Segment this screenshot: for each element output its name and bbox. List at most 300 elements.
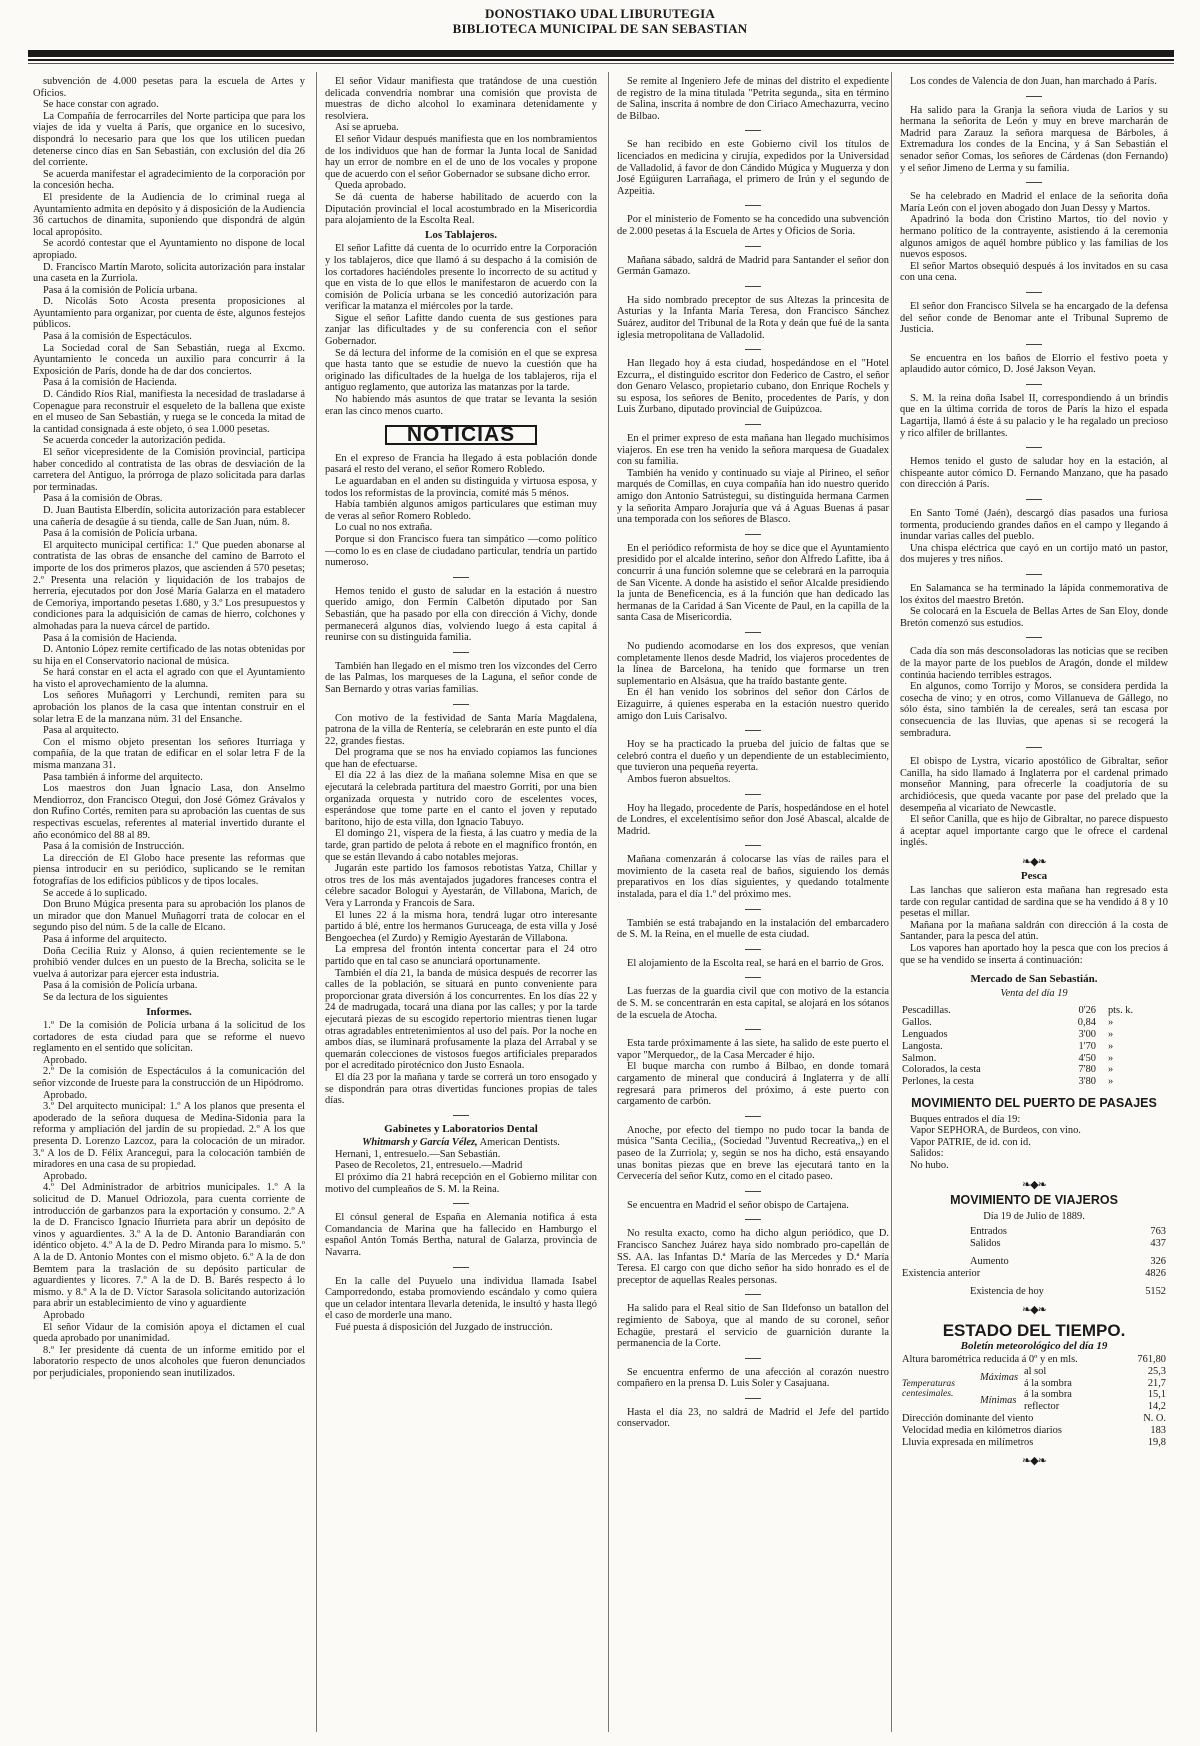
dental-ad-address-1: Hernani, 1, entresuelo.—San Sebastián. <box>335 1148 501 1160</box>
news-item <box>900 646 1168 739</box>
paragraph: Se dá lectura del informe de la comisión en el que se expresa que hasta tanto que se estudie de nuevo la cuestión que ha originado las dificultades de la huelga de los tablajeros, rija el antiguo reglamento, que autoriza las matanzas por la tarde. <box>325 347 597 394</box>
separator <box>1026 447 1042 448</box>
paragraph: Se encuentra enfermo de una afección al corazón nuestro compañero en la prensa D. Luis Soler y Casajuana. <box>617 1366 889 1390</box>
mercado-row <box>900 1064 1168 1076</box>
news-item <box>325 586 597 644</box>
tiempo-row <box>900 1354 1168 1366</box>
tiempo-value: 15,1 <box>1147 1389 1166 1401</box>
tiempo-value: N. O. <box>1143 1413 1166 1425</box>
dental-ad-address-2: Paseo de Recoletos, 21, entresuelo.—Madrid <box>335 1160 523 1172</box>
paragraph: Se remite al Ingeniero Jefe de minas del distrito el expediente de registro de la mina titulada "Petrita segunda,, sita en término de Salina, inscrita á nombre de don Ciriaco Amechazurra, vecino de Bilbao. <box>617 76 889 122</box>
tiempo-table <box>900 1354 1168 1448</box>
news-item <box>900 456 1168 491</box>
paragraph: 3.º Del arquitecto municipal: 1.º A los planos que presenta el apoderado de la señora duquesa de Medina-Sidonia para la reforma y ampliación del jardín de su propiedad. 2.º A los que presenta D. Lorenzo Lazcoz, para la colocación de un mirador. 3.º A los de D. Félix Arancegui, para la colocación también de miradores en una casa de su propiedad. <box>33 1101 305 1171</box>
news-item <box>900 76 1168 88</box>
mercado-item: Perlones, la cesta <box>902 1076 974 1088</box>
paragraph: D. Juan Bautista Elberdín, solicita autorización para establecer una cañería de desagüe á su tienda, calle de San Juan, núm. 8. <box>33 504 305 528</box>
tiempo-row <box>900 1413 1168 1425</box>
column-2 <box>325 76 597 1726</box>
paragraph: No habiendo más asuntos de que tratar se levanta la sesión eran las cinco menos cuarto. <box>325 394 597 417</box>
paragraph: subvención de 4.000 pesetas para la escuela de Artes y Oficios. <box>33 76 305 99</box>
paragraph: Hasta el día 23, no saldrá de Madrid el Jefe del partido conservador. <box>617 1406 889 1430</box>
news-item <box>617 958 889 970</box>
news-item <box>325 713 597 1107</box>
paragraph: Se acuerda conceder la autorización pedida. <box>43 435 226 447</box>
news-item <box>900 301 1168 336</box>
viajeros-label: Existencia anterior <box>902 1267 981 1279</box>
paragraph: Porque si don Francisco fuera tan simpático —como político—como lo es en clase de ciudadano particular, tendría un partido numeroso. <box>325 533 597 569</box>
paragraph: El señor Canilla, que es hijo de Gibraltar, no parece dispuesto á aceptar aquel importante cargo que le ofrece el cardenal inglés. <box>900 814 1168 849</box>
paragraph: El lunes 22 á la misma hora, tendrá lugar otro interesante partido á blé, entre los hermanos Guruceaga, de esta villa y José Bengoechea (el Zurdo) y Remigio Ayestarán de Villabona. <box>325 909 597 944</box>
tiempo-row <box>900 1425 1168 1437</box>
mercado-row <box>900 1053 1168 1065</box>
mercado-item: Colorados, la cesta <box>902 1064 981 1076</box>
mercado-price: 3'80 <box>1078 1076 1096 1088</box>
separator <box>745 286 761 287</box>
ornament: ❧◆❧ <box>1022 855 1046 868</box>
council-minutes <box>33 76 305 1004</box>
ornament: ❧◆❧ <box>1022 1178 1046 1191</box>
noticias-items-2 <box>325 1172 597 1334</box>
separator <box>745 1219 761 1220</box>
paragraph: Del programa que se nos ha enviado copiamos las funciones que han de efectuarse. <box>325 747 597 770</box>
mercado-row <box>900 1029 1168 1041</box>
separator <box>745 1191 761 1192</box>
separator <box>1026 499 1042 500</box>
paragraph: En Salamanca se ha terminado la lápida conmemorativa de los éxitos del maestro Bretón. <box>900 583 1168 606</box>
paragraph: Con motivo de la festividad de Santa María Magdalena, patrona de la villa de Rentería, se celebrarán en este punto el día 22, grandes fiestas. <box>325 712 597 747</box>
separator <box>745 1294 761 1295</box>
tiempo-label: á la sombra <box>1024 1377 1072 1389</box>
paragraph: Pasa á la comisión de Espectáculos. <box>43 331 192 343</box>
paragraph: Hoy ha llegado, procedente de París, hospedándose en el hotel de Londres, el excelentísimo señor don José Abascal, alcalde de Madrid. <box>617 802 889 837</box>
paragraph: Pasa á la comisión de Policía urbana. <box>43 980 198 992</box>
paragraph: Se acuerda manifestar el agradecimiento de la corporación por la concesión hecha. <box>33 168 305 192</box>
separator <box>745 130 761 131</box>
paragraph: En el periódico reformista de hoy se dice que el Ayuntamiento presidido por el alcalde interino, señor don Alfredo Lafitte, iba á concurrir á una función solemne que se celebrará en la parroquia de San Vicente. A donde ha asistido el señor Alcalde presidiendo la junta de Beneficencia, es á la función que han dedicado las hermanas de la Caridad á San Vicente de Paul, en la capilla de la santa Casa de Misericordia. <box>617 542 889 624</box>
news-item <box>900 105 1168 175</box>
tiempo-subtitle: Boletín meteorológico del día 19 <box>960 1339 1108 1352</box>
paragraph: 4.º Del Administrador de arbitrios municipales. 1.º A la solicitud de D. Manuel Odriozola, para cuenta corriente de introducción de garbanzos para la exportación y consumo. 2.º A la de D. Francisco Ignacio Iñurrieta para abrir un depósito de vinos y aguardientes. 3.º A la de D. Antonio Barandiarán con idéntico objeto. 4.º A la de D. Pedro Miranda para lo mismo. 5.º A la de D. Antonio Montes con el mismo objeto. 6.º A la de don Bemtem para la traslación de su depósito particular de aguardientes y licores. 7.º A la de D. B. Barés respecto á lo mismo. y 8.º A la de D. Víctor Sarasola solicitando autorización para abrir un establecimiento de vino y aguardiente <box>33 1182 305 1310</box>
separator <box>745 794 761 795</box>
viajeros-value: 437 <box>1150 1238 1166 1250</box>
paragraph: Apadrinó la boda don Cristino Martos, tío del novio y hermano político de la contrayente, asistiendo á la ceremonia algunos amigos de aquél hombre público y las familias de los nuevos esposos. <box>900 214 1168 261</box>
viajeros-row <box>900 1253 1168 1268</box>
column-divider <box>891 72 892 1732</box>
mercado-unit: » <box>1107 1052 1114 1064</box>
mercado-unit: » <box>1107 1017 1114 1029</box>
paragraph: Pasa al arquitecto. <box>43 725 119 737</box>
tiempo-value: 19,8 <box>1147 1436 1166 1448</box>
paragraph: El obispo de Lystra, vicario apostólico de Gibraltar, señor Canilla, ha sido llamado á Inglaterra por el cardenal primado monseñor Manning, para ofrecerle la coadjutoría de su archidiócesis, que queda vacante por pase del prelado que la desempeña al vicariato de Newcastle. <box>900 756 1168 814</box>
paragraph: Hemos tenido el gusto de saludar hoy en la estación, al chispeante autor cómico D. Fernando Manzano, que ha pasado con dirección á París. <box>900 456 1168 491</box>
paragraph: Se encuentra en Madrid el señor obispo de Cartajena. <box>627 1199 849 1211</box>
paragraph: D. Nicolás Soto Acosta presenta proposiciones al Ayuntamiento para organizar, por cuenta de éste, algunos festejos públicos. <box>33 296 305 331</box>
tiempo-row <box>900 1437 1168 1449</box>
paragraph: Pasa á la comisión de Hacienda. <box>43 632 177 644</box>
pesca-text <box>900 885 1168 966</box>
dental-ad-title: Gabinetes y Laboratorios Dental <box>384 1122 538 1135</box>
paragraph: También el día 21, la banda de música después de recorrer las calles de la población, se situará en punto conveniente para proporcionar grata diversión á los concurrentes. En los días 22 y 24 de madrugada, tocará una diana por las calles; y por la tarde ejecutará piezas de su escogido repertorio mientras tienen lugar otras agradables entretenimientos al uso del país. Por la noche en ambos días, se iluminará profusamente la plaza del Arrabal y se quemarán colecciones de vistosos fuegos artificiales preparados por el acreditado pirotécnico don Justo Esnaola. <box>325 967 597 1072</box>
separator <box>745 949 761 950</box>
puerto-line: Buques entrados el día 19: <box>910 1113 1021 1125</box>
paragraph: Se dá cuenta de haberse habilitado de acuerdo con la Diputación provincial el local acostumbrado en la Misericordia para alojamiento de la Escolta Real. <box>325 191 597 227</box>
paragraph: Mañana por la mañana saldrán con dirección á la costa de Santander, para la pesca del atún. <box>900 919 1168 943</box>
paragraph: El señor Vidaur de la comisión apoya el dictamen el cual queda aprobado por unanimidad. <box>33 1321 305 1345</box>
paragraph: El cónsul general de España en Alemania notifica á esta Comandancia de Marina que ha fallecido en Hamburgo el español Antón Tomás Bertha, natural de Galarza, provincia de Navarra. <box>325 1212 597 1259</box>
paragraph: El señor Lafitte dá cuenta de lo ocurrido entre la Corporación y los tablajeros, dice que llamó á su despacho á la comisión de los cortadores haciéndoles presente lo incorrecto de su actitud y que en vista de lo que ellos le manifestaron de acuerdo con la comisión de Policía urbana se les concedió autorización para verificar la matanza el miércoles por la tarde. <box>325 243 597 313</box>
paragraph: D. Antonio López remite certificado de las notas obtenidas por su hija en el Conservatorio nacional de música. <box>33 644 305 667</box>
paragraph: Los vapores han aportado hoy la pesca que con los precios á que se ha vendido se inserta á continuación: <box>900 943 1168 966</box>
puerto-line: No hubo. <box>910 1159 949 1171</box>
separator <box>1026 637 1042 638</box>
paragraph: Los maestros don Juan Ignacio Lasa, don Anselmo Mendiorroz, don Francisco Otegui, don José Gómez Grávalos y don Rufino Cortés, remiten para su aprobación las cuentas de sus respectivas escuelas, referentes al material invertido durante el año económico del 88 al 89. <box>33 783 305 841</box>
paragraph: Sigue el señor Lafitte dando cuenta de sus gestiones para zanjar las dificultades y de su conferencia con el señor Gobernador. <box>325 312 597 348</box>
separator <box>1026 384 1042 385</box>
paragraph: Se hará constar en el acta el agrado con que el Ayuntamiento ha visto el aprovechamiento de la alumna. <box>33 667 305 690</box>
paragraph: Esta tarde próximamente á las siete, ha salido de este puerto el vapor "Merquedor,, de la Casa Mercader é hijo. <box>617 1038 889 1061</box>
tiempo-label: á la sombra <box>1024 1389 1072 1401</box>
news-item <box>325 661 597 696</box>
viajeros-table <box>900 1226 1168 1297</box>
mercado-table <box>900 1005 1168 1088</box>
paragraph: Hemos tenido el gusto de saludar en la estación á nuestro querido amigo, don Fermín Calbetón diputado por San Sebastián, que ha pasado por ella con dirección á Vichy, donde permanecerá algunos días, volviendo luego á esta capital á reunirse con su distinguida familia. <box>325 585 597 644</box>
tiempo-value: 761,80 <box>1137 1354 1166 1366</box>
paragraph: El buque marcha con rumbo á Bilbao, en donde tomará cargamento de mineral que conducirá á Inglaterra y de allí regresará para primeros del próximo, á este puerto con cargamento de carbón. <box>617 1061 889 1108</box>
news-item <box>617 1303 889 1349</box>
separator <box>745 1029 761 1030</box>
tiempo-label: Lluvia expresada en milímetros <box>902 1436 1034 1448</box>
archive-header <box>0 6 1200 36</box>
paragraph: Pasa á informe del arquitecto. <box>43 933 167 945</box>
dental-ad <box>325 1124 597 1172</box>
separator <box>745 909 761 910</box>
paragraph: Una chispa eléctrica que cayó en un cortijo mató un pastor, dos mujeres y tres niños. <box>900 542 1168 566</box>
news-item <box>617 1228 889 1286</box>
mercado-price: 3'00 <box>1078 1029 1096 1040</box>
noticias-banner <box>325 425 597 445</box>
paragraph: El domingo 21, víspera de la fiesta, á las cuatro y media de la tarde, gran partido de pelota á rebote en el magnífico frontón, en que se están llevando á cabo notables mejoras. <box>325 828 597 863</box>
column-1 <box>33 76 305 1726</box>
news-item <box>617 1125 889 1183</box>
paragraph: El señor Vidaur después manifiesta que en los nombramientos de los individuos que han de formar la Junta local de Sanidad hay un error de nombre en el de uno de los vocales y propone que de acuerdo con el señor Gobernador se subsane dicho error. <box>325 133 597 180</box>
paragraph: 8.º Ier presidente dá cuenta de un informe emitido por el laboratorio respecto de unos alcoholes que fueron denunciados por perjudiciales, proponiendo sean inutilizados. <box>33 1344 305 1379</box>
separator <box>745 1398 761 1399</box>
puerto-text <box>900 1114 1168 1172</box>
paragraph: Las fuerzas de la guardia civil que con motivo de la estancia de S. M. se concentrarán en esta capital, se alojará en los sótanos de la escuela de Atocha. <box>617 986 889 1021</box>
paragraph: Los condes de Valencia de don Juan, han marchado á París. <box>910 76 1157 87</box>
tiempo-label: Velocidad media en kilómetros diarios <box>902 1424 1062 1436</box>
masthead-rule <box>28 50 1174 57</box>
paragraph: Fué puesta á disposición del Juzgado de instrucción. <box>335 1322 553 1333</box>
paragraph: Cada día son más desconsoladoras las noticias que se reciben de la mayor parte de los pueblos de Aragón, donde el mildew continúa haciendo terribles estragos. <box>900 646 1168 681</box>
puerto-line: Vapor PATRIE, de id. con id. <box>910 1136 1031 1148</box>
paragraph: También ha venido y continuado su viaje al Pirineo, el señor marqués de Comillas, en cuya compañía han ido nuestro querido amigo don Antonio Satrústegui, su distinguida hermana Carmen y la señorita Amparo Jorajuría que vá á Aguas Buenas á pasar una temporada con los señores de Blasco. <box>617 467 889 526</box>
paragraph: Aprobado. <box>43 1170 88 1182</box>
news-item <box>617 214 889 237</box>
noticias-title: NOTICIAS <box>385 425 537 445</box>
paragraph: En el expreso de Francia ha llegado á esta población donde pasará el resto del verano, el señor Romero Robledo. <box>325 452 597 476</box>
tiempo-value: 183 <box>1150 1424 1166 1436</box>
paragraph: El próximo día 21 habrá recepción en el Gobierno militar con motivo del cumpleaños de S. M. la Reina. <box>325 1172 597 1195</box>
paragraph: Pasa también á informe del arquitecto. <box>43 771 203 783</box>
paragraph: La Compañía de ferrocarriles del Norte participa que para los viajes de ida y vuelta á París, que organice en lo sucesivo, dispondrá lo necesario para que los que los utilicen puedan detenerse cinco días en San Sebastián, con exclusión del día 26 del corriente. <box>33 110 305 169</box>
temperature-label: Temperaturas centesimales. <box>902 1377 955 1400</box>
news-item <box>617 255 889 278</box>
news-item <box>900 756 1168 849</box>
column-divider <box>608 72 609 1732</box>
mercado-item: Salmon. <box>902 1052 937 1064</box>
news-item <box>900 583 1168 629</box>
paragraph: En el primer expreso de esta mañana han llegado muchísimos viajeros. En ese tren ha venido la señora marquesa de Guadalex con su familia. <box>617 433 889 468</box>
news-item <box>617 433 889 526</box>
news-item <box>617 358 889 416</box>
puerto-line: Salidos: <box>910 1148 944 1160</box>
paragraph: El señor Martos obsequió después á los invitados en su casa con una cena. <box>900 260 1168 284</box>
mercado-row <box>900 1041 1168 1053</box>
paragraph: Don Bruno Múgica presenta para su aprobación los planos de un mirador que don Manuel Muñagorri trata de colocar en el segundo piso del núm. 5 de la calle de Elcano. <box>33 899 305 934</box>
separator <box>1026 292 1042 293</box>
separator <box>1026 344 1042 345</box>
separator <box>1026 574 1042 575</box>
paragraph: El alojamiento de la Escolta real, se hará en el barrio de Gros. <box>627 957 884 969</box>
paragraph: Pasa á la comisión de Instrucción. <box>43 841 185 853</box>
noticias-items-3 <box>617 76 889 1430</box>
paragraph: Ha salido para la Granja la señora viuda de Larios y su hermana la señorita de León y muy en breve marcharán de Madrid para Zarauz la señora marquesa de Bárboles, á Extremadura los condes de la Encina, y á San Sebastián el senador señor Comas, los señores de Cárdenas (don Fernando) y el señor Jimeno de Lerma y su familia. <box>900 104 1168 174</box>
mercado-unit: » <box>1107 1029 1114 1040</box>
news-item <box>900 508 1168 566</box>
tiempo-value: 25,3 <box>1147 1365 1166 1377</box>
paragraph: No pudiendo acomodarse en los dos expresos, que venían completamente llenos desde Madrid, los viajeros procedentes de la línea de Barcelona, ha tenido que formarse un tren suplementario en Alsásua, que ha traído bastante gente. <box>617 640 889 687</box>
paragraph: Queda aprobado. <box>335 180 406 192</box>
paragraph: La Sociedad coral de San Sebastián, ruega al Excmo. Ayuntamiento le conceda un auxilio para concurrir á la Exposición de París, donde ha de dar dos conciertos. <box>33 342 305 377</box>
tiempo-value: 14,2 <box>1147 1401 1166 1413</box>
paragraph: El señor vicepresidente de la Comisión provincial, participa haber concedido al contratista de las obras de desviación de la carretera del Antiguo, la prórroga de plazo solicitada para darlas por terminadas. <box>33 447 305 493</box>
tiempo-row <box>900 1366 1168 1378</box>
paragraph: Con el mismo objeto presentan los señores Iturriaga y compañía, de la que tratan de edificar en el solar letra F de la misma manzana 31. <box>33 736 305 772</box>
paragraph: Mañana sábado, saldrá de Madrid para Santander el señor don Germán Gamazo. <box>617 254 889 278</box>
mercado-unit: » <box>1107 1076 1114 1088</box>
mercado-row <box>900 1076 1168 1088</box>
paragraph: En Santo Tomé (Jaén), descargó días pasados una furiosa tormenta, produciendo grandes daños en el campo y llegando á inundar varias calles del pueblo. <box>900 508 1168 543</box>
paragraph: Aprobado. <box>43 1054 88 1066</box>
paragraph: Hoy se ha practicado la prueba del juicio de faltas que se celebró contra el dueño y un dependiente de un establecimiento, que tuvieron una pequeña reyerta. <box>617 739 889 774</box>
news-item <box>617 1038 889 1108</box>
separator <box>453 704 469 705</box>
separator <box>745 632 761 633</box>
paragraph: S. M. la reina doña Isabel II, correspondiendo á un brindis que en la última corrida de toros de París la hizo el espada Lagartija, llamó á éste á su palacio y le ha regalado un precioso y rico alfiler de brillantes. <box>900 392 1168 439</box>
separator <box>745 977 761 978</box>
separator <box>453 652 469 653</box>
paragraph: Pasa á la comisión de Policía urbana. <box>43 284 198 296</box>
paragraph: Las lanchas que salieron esta mañana han regresado esta tarde con regular cantidad de sardina que se ha vendido á 8 y 10 pesetas el millar. <box>900 885 1168 920</box>
separator <box>745 205 761 206</box>
column-divider <box>316 72 317 1732</box>
puerto-line: Vapor SEPHORA, de Burdeos, con vino. <box>910 1125 1081 1137</box>
news-item <box>617 1407 889 1430</box>
noticias-items <box>325 453 597 1107</box>
paragraph: Se colocará en la Escuela de Bellas Artes de San Eloy, donde Bretón comenzó sus estudios. <box>900 606 1168 629</box>
news-item <box>617 1200 889 1212</box>
separator <box>745 349 761 350</box>
news-item <box>900 393 1168 439</box>
news-item <box>617 803 889 838</box>
paragraph: 2.º De la comisión de Espectáculos á la comunicación del señor vizconde de Irueste para la construcción de un Hipódromo. <box>33 1066 305 1090</box>
viajeros-value: 4826 <box>1145 1267 1166 1279</box>
tiempo-label: Altura barométrica reducida á 0º y en mls. <box>902 1354 1078 1366</box>
paragraph: Pasa á la comisión de Hacienda. <box>43 377 177 389</box>
news-item <box>900 353 1168 376</box>
paragraph: Ha salido para el Real sitio de San Ildefonso un batallon del regimiento de Saboya, que al mando de su coronel, señor Echagüe, prestará el servicio de guarnición durante la permanencia de la Corte. <box>617 1303 889 1350</box>
tiempo-label: al sol <box>1024 1365 1047 1377</box>
news-item <box>617 854 889 900</box>
news-item <box>617 295 889 341</box>
separator <box>453 577 469 578</box>
paragraph: Anoche, por efecto del tiempo no pudo tocar la banda de música "Santa Cecilia,, (Sociedad "Juventud Recreativa,,) en el paseo de la Zurriola; y, según se nos ha dicho, está ensayando unas bonitas piezas que en breve las ejecutará tanto en la Cervecería del señor Kutz, como en el citado paseo. <box>617 1124 889 1183</box>
paragraph: No resulta exacto, como ha dicho algun periódico, que D. Francisco Sanchez Juárez haya sido nombrado pro-capellán de SS. AA. las Infantas D.ª María de las Mercedes y D.ª María Teresa. El cargo con que dicho señor ha sido honrado es el de preceptor de aquellas Reales personas. <box>617 1228 889 1286</box>
masthead-rule-thin <box>28 59 1174 61</box>
min-label: Mínimas <box>980 1395 1017 1407</box>
paragraph: 1.º De la comisión de Policía urbana á la solicitud de los cortadores de esta ciudad para que se reforme el nuevo reglamento en el sentido que solicitan. <box>33 1020 305 1055</box>
mercado-subtitle: Venta del día 19 <box>1000 987 1068 999</box>
mercado-item: Gallos. <box>902 1017 932 1029</box>
paragraph: Se da lectura de los siguientes <box>43 991 168 1003</box>
paragraph: Por el ministerio de Fomento se ha concedido una subvención de 2.000 pesetas á la Escuela de Artes y Oficios de Soria. <box>617 214 889 237</box>
mercado-price: 4'50 <box>1078 1052 1096 1064</box>
paragraph: Los señores Muñagorri y Lerchundi, remiten para su aprobación los planos de la casa que intentan construir en el solar letra E de la manzana núm. 31 del Ensanche. <box>33 690 305 725</box>
news-item <box>900 191 1168 284</box>
informes-heading: Informes. <box>146 1005 192 1018</box>
masthead-rule-hairline <box>28 63 1174 64</box>
ornament: ❧◆❧ <box>1022 1455 1046 1468</box>
tiempo-value: 21,7 <box>1147 1377 1166 1389</box>
mercado-price: 0,84 <box>1077 1017 1096 1029</box>
news-item <box>325 1172 597 1195</box>
mercado-price: 1'70 <box>1078 1040 1096 1052</box>
paragraph: Se han recibido en este Gobierno civil los títulos de licenciados en medicina y cirujía, expedidos por la Universidad de Valladolid, á favor de don Cándido Múgica y Muguerza y don José Egúiguren Larrañaga, el primero de Irún y el segundo de Azpeitia. <box>617 139 889 197</box>
paragraph: La empresa del frontón intenta concertar para el 24 otro partido que en tal caso se anunciará oportunamente. <box>325 944 597 967</box>
paragraph: El señor don Francisco Silvela se ha encargado de la defensa del señor conde de Benomar ante el Tribunal Supremo de Justicia. <box>900 300 1168 336</box>
separator <box>745 845 761 846</box>
mercado-price: 0'26 <box>1078 1005 1096 1017</box>
paragraph: En la calle del Puyuelo una individua llamada Isabel Camporredondo, estaba promoviendo escándalo y como quiera que un celador intentara llevarla detenida, le insultó y hasta llegó el caso de morderle una mano. <box>325 1275 597 1322</box>
separator <box>745 730 761 731</box>
paragraph: Aprobado <box>43 1309 85 1321</box>
paragraph: Jugarán este partido los famosos rebotistas Yatza, Chillar y otros tres de los más aventajados jugadores franceses contra el célebre sacador Bologui y Ayestarán, de Villabona, Marich, de Vera y Larronda y Francois de Sara. <box>325 863 597 909</box>
viajeros-label: Salidos <box>970 1238 1001 1250</box>
news-item <box>325 1276 597 1334</box>
mercado-item: Langosta. <box>902 1040 943 1052</box>
paragraph: Se acordó contestar que el Ayuntamiento no dispone de local apropiado. <box>33 238 305 261</box>
paragraph: Se hace constar con agrado. <box>43 99 159 111</box>
paragraph: Le aguardaban en el anden su distinguida y virtuosa esposa, y todos los reformistas de la provincia, comité más 5 ménos. <box>325 476 597 499</box>
separator <box>1026 747 1042 748</box>
paragraph: También se está trabajando en la instalación del embarcadero de S. M. la Reina, en el muelle de esta ciudad. <box>617 917 889 941</box>
mercado-heading: Mercado de San Sebastián. <box>970 973 1098 986</box>
archive-library: BIBLIOTECA MUNICIPAL DE SAN SEBASTIAN <box>452 21 748 36</box>
paragraph: Aprobado. <box>43 1089 88 1101</box>
mercado-price: 7'80 <box>1078 1064 1096 1076</box>
ornament: ❧◆❧ <box>1022 1304 1046 1317</box>
paragraph: Se accede á lo suplicado. <box>43 887 148 899</box>
tiempo-label: reflector <box>1024 1401 1060 1413</box>
separator <box>1026 96 1042 97</box>
news-item <box>325 1212 597 1258</box>
mercado-unit: » <box>1107 1040 1114 1052</box>
paragraph: El presidente de la Audiencia de lo criminal ruega al Ayuntamiento admita en depósito y á disposición de la Audiencia 36 cartuchos de dinamita, suponiendo que dispondrá de algún local apropósito. <box>33 191 305 238</box>
paragraph: Han llegado hoy á esta ciudad, hospedándose en el "Hotel Ezcurra,, el distinguido escritor don Federico de Castro, el señor don Genaro Velasco, propietario cubano, don Enrique Rochels y su esposa, los señores de Benito, procedentes de París, y don Luis Zurbano, diputado provincial de Guipúzcoa. <box>617 358 889 416</box>
news-item <box>325 453 597 569</box>
news-item <box>617 986 889 1021</box>
viajeros-row <box>900 1283 1168 1298</box>
separator <box>745 1358 761 1359</box>
viajeros-label: Aumento <box>970 1255 1009 1267</box>
paragraph: D. Francisco Martín Maroto, solicita autorización para instalar una caseta en la Zurriola. <box>33 261 305 285</box>
paragraph: El señor Vidaur manifiesta que tratándose de una cuestión delicada convendría nombrar una comisión que provista de muestras de dicho alcohol lo examinara detenidamente y resolviera. <box>325 76 597 122</box>
mercado-unit: pts. k. <box>1107 1005 1134 1017</box>
paragraph: Pasa á la comisión de Obras. <box>43 493 163 505</box>
column-3 <box>617 76 889 1726</box>
mercado-unit: » <box>1107 1064 1114 1076</box>
paragraph: Lo cual no nos extraña. <box>335 522 433 534</box>
tiempo-heading: ESTADO DEL TIEMPO. <box>942 1320 1126 1340</box>
mercado-row <box>900 1005 1168 1017</box>
paragraph: Se encuentra en los baños de Elorrio el festivo poeta y aplaudido autor cómico, D. José Jakson Veyan. <box>900 352 1168 376</box>
archive-name: DONOSTIAKO UDAL LIBURUTEGIA <box>484 6 716 21</box>
mercado-item: Lenguados <box>902 1029 948 1040</box>
news-item <box>617 641 889 722</box>
puerto-heading: MOVIMIENTO DEL PUERTO DE PASAJES <box>911 1095 1157 1110</box>
paragraph: Así se aprueba. <box>335 122 399 134</box>
paragraph: Pasa á la comisión de Policía urbana. <box>43 528 198 540</box>
viajeros-date: Día 19 de Julio de 1889. <box>983 1210 1085 1222</box>
news-item <box>617 76 889 122</box>
noticias-items-4 <box>900 76 1168 849</box>
informes-list <box>33 1020 305 1379</box>
viajeros-label: Existencia de hoy <box>970 1285 1044 1297</box>
paragraph: También han llegado en el mismo tren los vizcondes del Cerro de las Palmas, los marqueses de la Laguna, el señor conde de San Bernardo y otras varias familias. <box>325 660 597 695</box>
viajeros-row <box>900 1226 1168 1238</box>
paragraph: Ha sido nombrado preceptor de sus Altezas la princesita de Asturias y la Infanta María Teresa, don Francisco Sánchez Suárez, auditor del Tribunal de la Rota y deán que fué de la santa iglesia metropolitana de Valladolid. <box>617 294 889 341</box>
viajeros-value: 326 <box>1150 1255 1166 1267</box>
column-4 <box>900 76 1168 1726</box>
news-item <box>617 1367 889 1390</box>
paragraph: La dirección de El Globo hace presente las reformas que piensa introducir en su periódico, suplicando se le remitan fotografías de los edificios públicos y de tipos locales. <box>33 852 305 887</box>
viajeros-value: 763 <box>1150 1226 1166 1238</box>
council-minutes-cont <box>325 76 597 227</box>
viajeros-label: Entrados <box>970 1226 1007 1238</box>
news-item <box>617 543 889 624</box>
separator <box>1026 182 1042 183</box>
paragraph: El día 23 por la mañana y tarde se correrá un toro ensogado y se dispondrán para otras divertidas funciones propias de tales días. <box>325 1071 597 1107</box>
tablajeros-text <box>325 243 597 417</box>
paragraph: Había también algunos amigos particulares que estiman muy de veras al señor Romero Robledo. <box>325 499 597 522</box>
viajeros-row <box>900 1268 1168 1283</box>
paragraph: Mañana comenzarán á colocarse las vías de railes para el movimiento de la caseta real de baños, siguiendo los demás preparativos en los días siguientes, y quedando totalmente instalada, para el día 1.º del próximo mes. <box>617 854 889 901</box>
paragraph: D. Cándido Ríos Rial, manifiesta la necesidad de trasladarse á Copenague para reconstruir el esqueleto de la ballena que existe en el museo de San Sebastián, y ruega se le conceda la mitad de la cantidad consignada á este objeto, ó sea 1.000 pesetas. <box>33 389 305 435</box>
separator <box>453 1203 469 1204</box>
separator <box>453 1267 469 1268</box>
max-label: Máximas <box>980 1371 1019 1383</box>
paragraph: Ambos fueron absueltos. <box>627 773 731 785</box>
separator <box>745 246 761 247</box>
news-item <box>617 139 889 197</box>
viajeros-heading: MOVIMIENTO DE VIAJEROS <box>950 1193 1118 1208</box>
separator <box>745 534 761 535</box>
paragraph: En él han venido los sobrinos del señor don Cárlos de Eizaguirre, á quienes esperaba en la estación nuestro querido amigo don Luis Carisalvo. <box>617 687 889 722</box>
paragraph: El arquitecto municipal certifica: 1.º Que pueden abonarse al contratista de las obras de ensanche del camino de Barroto el importe de los dos primeros plazos, que ascienden á 570 pesetas; 2.º Presenta una relación y liquidación de los trabajos de herrería, ejecutados por don José María Galarza en el matadero de Cemoriya, importando pesetas 1.680, y 3.º Los presupuestos y condiciones para la adquisición de camas de hierro, colchones y almohadas para la nueva cárcel de partido. <box>33 539 305 632</box>
separator <box>453 1115 469 1116</box>
